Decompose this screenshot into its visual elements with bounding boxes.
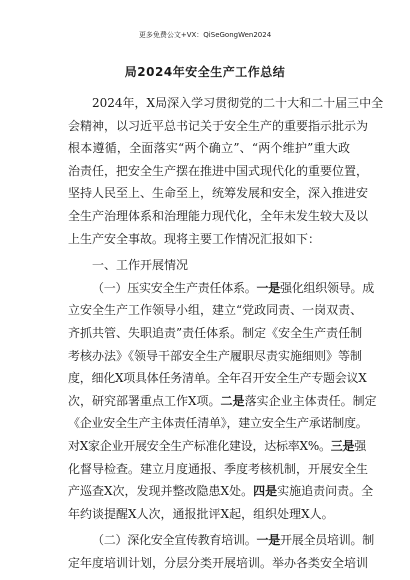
paragraph-line: [68, 277, 375, 300]
line-text: 落实企业主体责任。制定: [244, 393, 377, 408]
emphasis-text: 一是: [256, 280, 281, 295]
emphasis-text: 二是: [220, 393, 245, 408]
paragraph-line: 齐抓共管、失职追责”责任体系。制定《安全生产责任制: [68, 325, 363, 340]
paragraph-line: [68, 480, 374, 503]
line-text: 对X家企业开展安全生产标准化建设，达标率X%。: [68, 438, 331, 453]
line-text: 次，研究部署重点工作X项。: [68, 393, 221, 408]
paragraph-line: 度，细化X项具体任务清单。全年召开安全生产专题会议X: [68, 371, 367, 386]
line-text: 强化组织领导。成: [280, 280, 375, 295]
paragraph-line: 治责任，把安全生产摆在推进中国式现代化的重要位置，: [68, 163, 369, 178]
line-text: 强: [354, 438, 367, 453]
paragraph-line: 年约谈提醒X人次，通报批评X起，组织处理X人。: [68, 506, 334, 521]
paragraph-line: 立安全生产工作领导小组，建立“党政同责、一岗双责、: [68, 303, 363, 318]
line-text: 开展全员培训。制: [280, 533, 375, 548]
paragraph-line: 考核办法》《领导干部安全生产履职尽责实施细则》等制: [68, 348, 363, 363]
paragraph-line: 会精神，以习近平总书记关于安全生产的重要指示批示为: [68, 118, 369, 133]
paragraph-line: [68, 390, 377, 413]
paragraph-line: [68, 529, 375, 552]
paragraph-line: [68, 435, 367, 458]
section-heading: 一、工作开展情况: [92, 258, 189, 273]
line-text: 实施追责问责。全: [277, 484, 374, 499]
paragraph-line: 上生产安全事故。现将主要工作情况汇报如下：: [68, 231, 321, 246]
paragraph-line: 2024年，X局深入学习贯彻党的二十大和二十届三中全: [92, 96, 384, 110]
emphasis-text: 一是: [256, 533, 281, 548]
line-text: （一）压实安全生产责任体系。: [92, 280, 257, 295]
emphasis-text: 四是: [253, 484, 278, 499]
line-text: 产巡查X次，发现并整改隐患X处。: [68, 484, 254, 499]
paragraph-line: 坚持人民至上、生命至上，统筹发展和安全，深入推进安: [68, 186, 369, 201]
paragraph-line: 全生产治理体系和治理能力现代化，全年未发生较大及以: [68, 208, 369, 223]
document-title: 局2024年安全生产工作总结: [124, 65, 286, 79]
emphasis-text: 三是: [330, 438, 355, 453]
paragraph-line: 定年度培训计划，分层分类开展培训。举办各类安全培训: [68, 555, 369, 570]
document-body: [68, 92, 384, 574]
header-note: 更多免费公文+VX：QiSeGongWen2024: [138, 31, 272, 39]
line-text: （二）深化安全宣传教育培训。: [92, 533, 257, 548]
paragraph-line: 根本遵循，全面落实“两个确立”、“两个维护”重大政: [68, 141, 350, 156]
paragraph-line: 《企业安全生产主体责任清单》，建立安全生产承诺制度。: [68, 416, 368, 431]
paragraph-line: 化督导检查。建立月度通报、季度考核机制，开展安全生: [68, 461, 369, 476]
